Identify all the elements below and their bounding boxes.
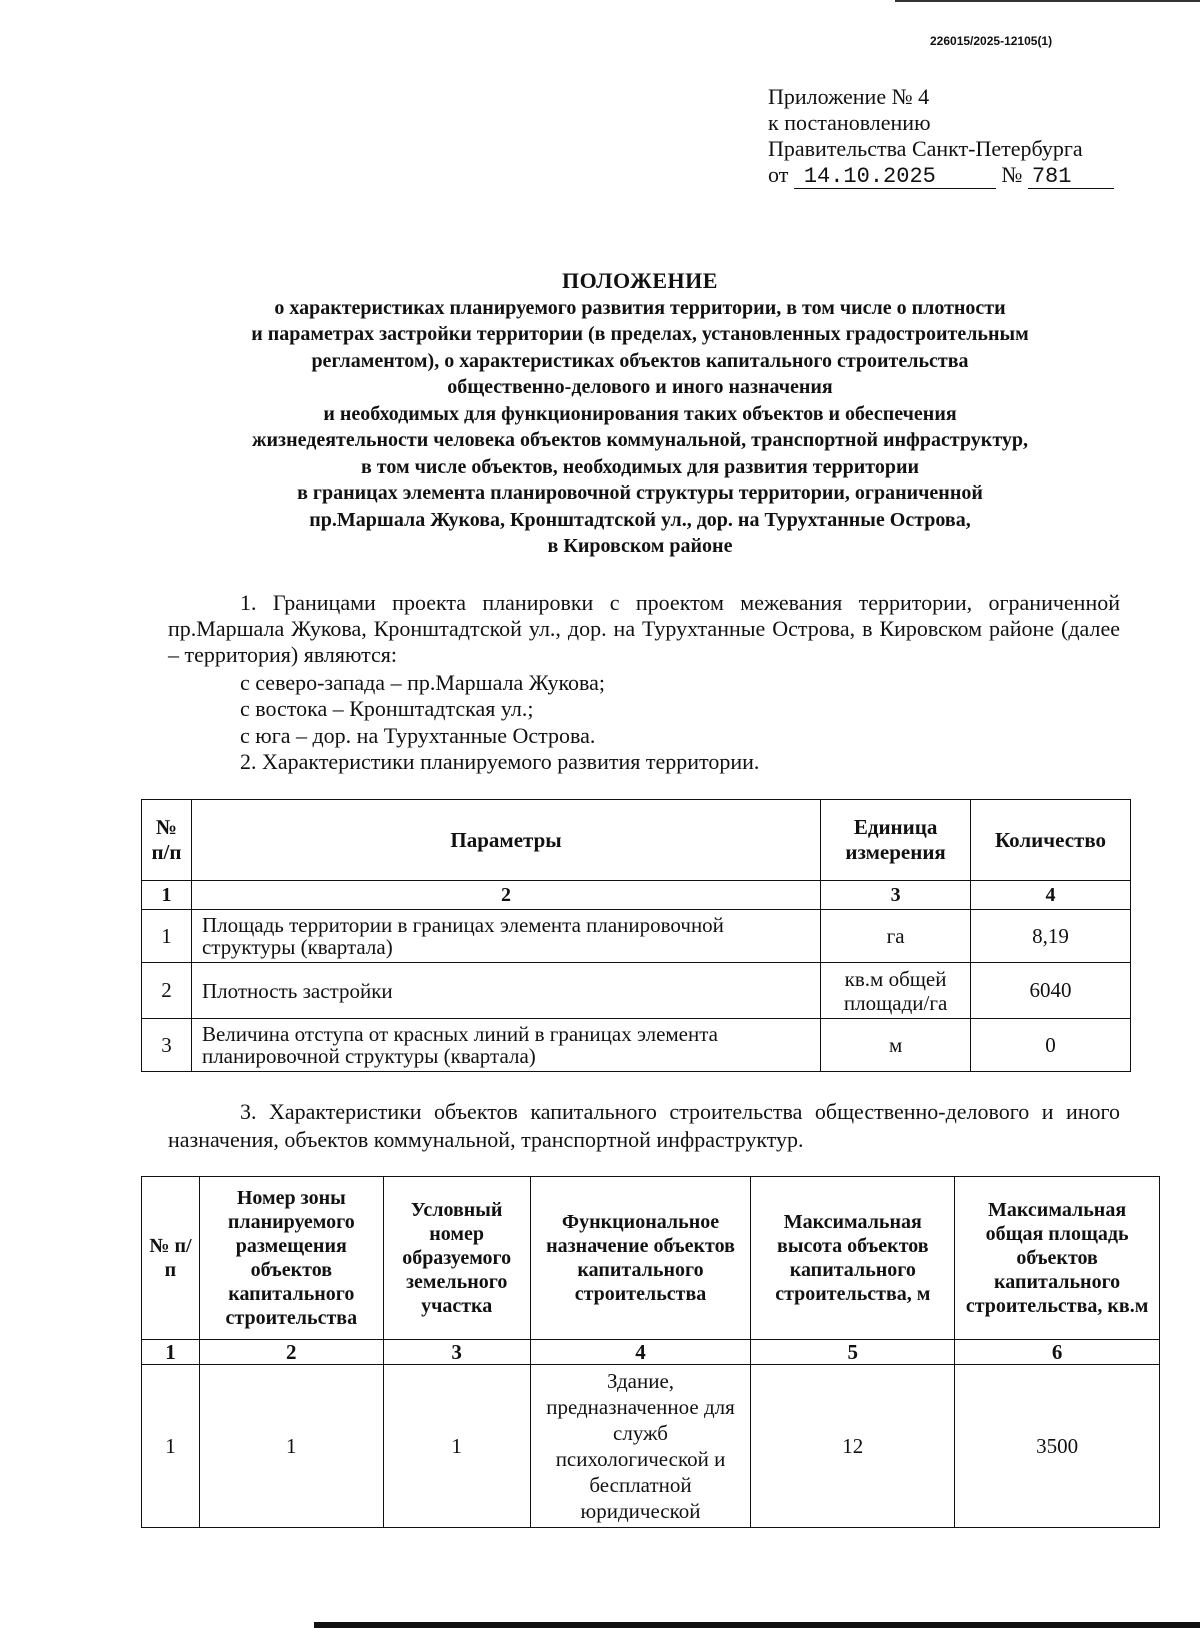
document-registration-number: 226015/2025-12105(1)	[930, 34, 1053, 48]
boundary-item: с юга – дор. на Турухтанные Острова.	[240, 722, 596, 748]
column-number: 2	[191, 881, 820, 910]
column-number: 1	[142, 1340, 200, 1365]
row-parameter: Плотность застройки	[191, 963, 820, 1019]
column-number: 3	[383, 1340, 530, 1365]
table-header-row	[142, 800, 1131, 881]
appendix-date-line	[768, 162, 1114, 189]
column-number-row	[142, 1340, 1160, 1365]
title-line: и параметрах застройки территории (в пределах, установленных градостроительным	[251, 323, 1029, 345]
table-row	[142, 963, 1131, 1019]
title-line: регламентом), о характеристиках объектов капитального строительства	[311, 349, 969, 372]
row-number: 3	[142, 1019, 192, 1072]
row-area: 3500	[955, 1365, 1160, 1528]
title-line: общественно-делового и иного назначения	[447, 376, 833, 398]
section-3-heading: 3. Характеристики объектов капитального строительства общественно-делового и иного назначения, объектов коммунальной, транспортной инфраструктур.	[168, 1099, 1120, 1152]
header-cell: Условный номер образуемого земельного участка	[383, 1177, 530, 1340]
row-parameter: Величина отступа от красных линий в границах элемента планировочной структуры (квартала)	[191, 1019, 820, 1072]
resolution-number: 781	[1028, 166, 1114, 189]
header-cell: Функциональное назначение объектов капитального строительства	[530, 1177, 751, 1340]
column-number: 4	[971, 881, 1131, 910]
column-number: 4	[530, 1340, 751, 1365]
row-unit: кв.м общей площади/га	[821, 963, 971, 1019]
row-function: Здание, предназначенное для служб психологической и бесплатной юридической	[530, 1365, 751, 1528]
column-number: 3	[821, 881, 971, 910]
section-1-paragraph	[168, 590, 1120, 668]
row-number: 2	[142, 963, 192, 1019]
row-value: 8,19	[971, 910, 1131, 963]
column-number: 1	[142, 881, 192, 910]
header-cell: № п/п	[142, 1177, 200, 1340]
boundary-item: с северо-запада – пр.Маршала Жукова;	[240, 670, 605, 695]
title-line: жизнедеятельности человека объектов коммунальной, транспортной инфраструктур,	[252, 429, 1028, 451]
header-cell: № п/п	[142, 800, 192, 881]
section-3-paragraph	[168, 1098, 1120, 1154]
date-prefix: от	[768, 162, 789, 187]
boundary-item: с востока – Кронштадтская ул.;	[240, 696, 534, 722]
row-unit: м	[821, 1019, 971, 1072]
title-line: о характеристиках планируемого развития территории, в том числе о плотности	[274, 296, 1006, 319]
row-value: 0	[971, 1019, 1131, 1072]
row-plot: 1	[383, 1365, 530, 1528]
column-number: 5	[751, 1340, 955, 1365]
scan-artifact-bottom	[314, 1622, 1200, 1628]
row-number: 1	[142, 1365, 200, 1528]
appendix-line-3: Правительства Санкт-Петербурга	[768, 136, 1083, 161]
table-row	[142, 1019, 1131, 1072]
territory-characteristics-table	[141, 799, 1131, 1072]
title-line: в том числе объектов, необходимых для развития территории	[361, 455, 919, 478]
column-number: 2	[199, 1340, 383, 1365]
document-title	[120, 268, 1160, 560]
row-unit: га	[821, 910, 971, 963]
title-line: в границах элемента планировочной структуры территории, ограниченной	[297, 482, 983, 504]
title-line: и необходимых для функционирования таких объектов и обеспечения	[323, 402, 957, 425]
column-number-row	[142, 881, 1131, 910]
header-cell: Количество	[971, 800, 1131, 881]
header-cell: Номер зоны планируемого размещения объектов капитального строительства	[199, 1177, 383, 1340]
row-parameter: Площадь территории в границах элемента планировочной структуры (квартала)	[191, 910, 820, 963]
column-number: 6	[955, 1340, 1160, 1365]
number-prefix: №	[1001, 162, 1023, 187]
table-row	[142, 910, 1131, 963]
row-number: 1	[142, 910, 192, 963]
table-row	[142, 1365, 1160, 1528]
title-line: пр.Маршала Жукова, Кронштадтской ул., дор. на Турухтанные Острова,	[309, 508, 971, 531]
resolution-date: 14.10.2025	[794, 166, 996, 189]
scan-artifact-top	[895, 0, 1200, 2]
appendix-header	[768, 84, 1114, 189]
header-cell: Максимальная высота объектов капитального строительства, м	[751, 1177, 955, 1340]
header-cell: Параметры	[191, 800, 820, 881]
title-line: в Кировском районе	[547, 535, 733, 557]
row-zone: 1	[199, 1365, 383, 1528]
header-cell: Максимальная общая площадь объектов капитального строительства, кв.м	[955, 1177, 1160, 1340]
table-header-row	[142, 1177, 1160, 1340]
row-height: 12	[751, 1365, 955, 1528]
row-value: 6040	[971, 963, 1131, 1019]
capital-construction-table	[141, 1176, 1160, 1528]
section-2-heading: 2. Характеристики планируемого развития территории.	[240, 749, 760, 775]
appendix-line-2: к постановлению	[768, 110, 931, 135]
title-main: ПОЛОЖЕНИЕ	[562, 268, 718, 293]
appendix-line-1: Приложение № 4	[768, 84, 930, 109]
header-cell: Единица измерения	[821, 800, 971, 881]
boundary-list	[240, 670, 759, 776]
section-1-text: 1. Границами проекта планировки с проектом межевания территории, ограниченной пр.Маршала Жукова, Кронштадтской ул., дор. на Турухтанные Острова, в Кировском районе (далее – территория) являются:	[168, 590, 1120, 667]
